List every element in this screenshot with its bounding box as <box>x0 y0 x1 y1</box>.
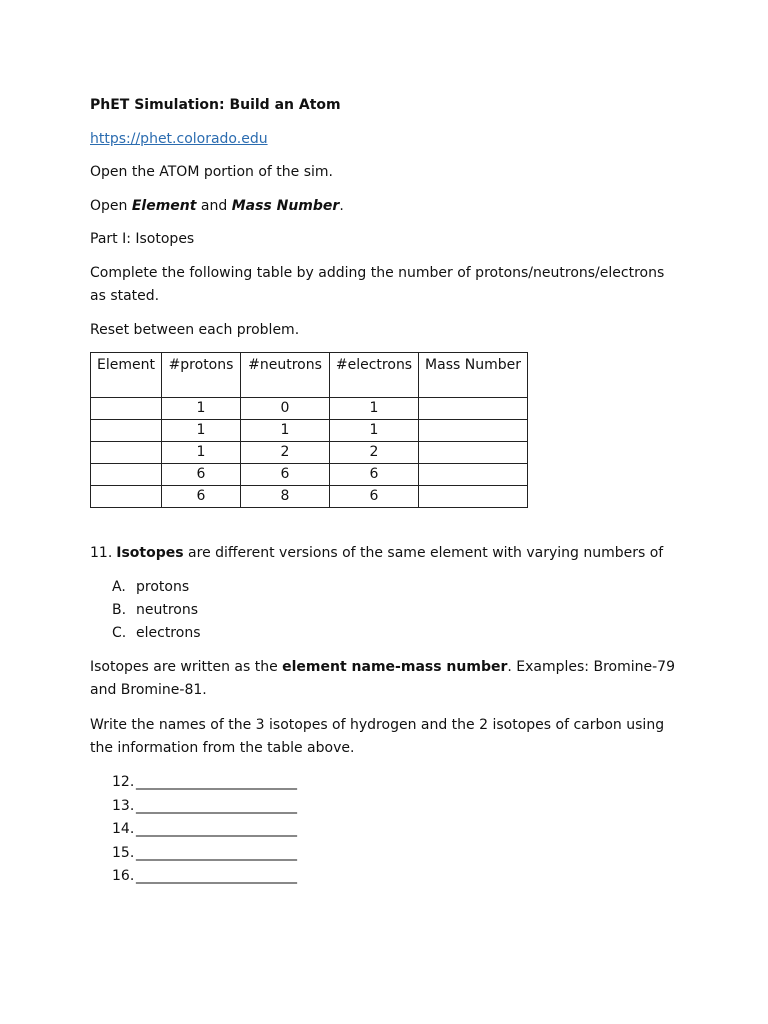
isotope-table <box>90 352 528 508</box>
answer-blank-16[interactable] <box>112 865 297 889</box>
answer-blank-15[interactable] <box>112 842 297 866</box>
instruction-open-element <box>90 195 344 218</box>
blank-line: _______________________ <box>136 774 297 790</box>
table-header-cell: #electrons <box>330 353 419 398</box>
table-cell: 1 <box>330 398 419 420</box>
table-cell: 6 <box>330 486 419 508</box>
table-header-cell: #protons <box>162 353 241 398</box>
table-header-cell: Mass Number <box>419 353 528 398</box>
table-cell-input[interactable] <box>419 398 528 420</box>
option-letter: C. <box>112 625 127 641</box>
table-cell: 1 <box>162 420 241 442</box>
option-c[interactable] <box>112 622 200 645</box>
element-term: Element <box>131 198 197 214</box>
blank-number: 14. <box>112 821 135 837</box>
table-row <box>91 464 528 486</box>
section-heading: Part I: Isotopes <box>90 231 195 247</box>
table-cell-input[interactable] <box>419 464 528 486</box>
table-header-cell: #neutrons <box>241 353 330 398</box>
isotope-notation-text <box>90 656 690 702</box>
option-b[interactable] <box>112 599 200 622</box>
instruction-reset: Reset between each problem. <box>90 322 300 338</box>
table-row <box>91 486 528 508</box>
answer-blanks <box>112 771 297 889</box>
table-cell: 1 <box>241 420 330 442</box>
table-cell: 2 <box>241 442 330 464</box>
table-cell-input[interactable] <box>91 420 162 442</box>
blank-number: 13. <box>112 797 135 814</box>
blank-number: 12. <box>112 774 135 790</box>
option-text: protons <box>136 579 190 595</box>
instruction-open-atom: Open the ATOM portion of the sim. <box>90 164 333 180</box>
table-cell-input[interactable] <box>91 398 162 420</box>
option-letter: B. <box>112 602 127 618</box>
table-cell-input[interactable] <box>91 442 162 464</box>
open-suffix: . <box>339 198 344 214</box>
table-row <box>91 442 528 464</box>
isotopes-term: Isotopes <box>116 545 184 561</box>
phet-link[interactable]: https://phet.colorado.edu <box>90 131 268 147</box>
table-cell: 0 <box>241 398 330 420</box>
page-title: PhET Simulation: Build an Atom <box>90 97 341 113</box>
table-cell: 1 <box>162 398 241 420</box>
question-text: are different versions of the same element with varying numbers of <box>183 545 664 561</box>
table-cell: 6 <box>162 464 241 486</box>
notation-suffix: . Examples: Bromine-79 and Bromine-81. <box>90 659 675 698</box>
notation-prefix: Isotopes are written as the <box>90 659 283 675</box>
table-cell-input[interactable] <box>419 442 528 464</box>
table-cell: 6 <box>162 486 241 508</box>
blank-line: _______________________ <box>136 868 297 884</box>
instruction-write-names: Write the names of the 3 isotopes of hydrogen and the 2 isotopes of carbon using the information from the table above. <box>90 717 665 756</box>
option-text: electrons <box>136 625 201 641</box>
blank-number: 16. <box>112 868 135 884</box>
question-11 <box>90 542 663 565</box>
blank-line: _______________________ <box>136 797 297 814</box>
table-cell: 8 <box>241 486 330 508</box>
table-cell-input[interactable] <box>91 464 162 486</box>
option-text: neutrons <box>136 602 199 618</box>
answer-options <box>112 576 200 645</box>
answer-blank-12[interactable] <box>112 771 297 795</box>
option-a[interactable] <box>112 576 200 599</box>
table-cell: 6 <box>241 464 330 486</box>
table-cell: 1 <box>162 442 241 464</box>
option-letter: A. <box>112 579 126 595</box>
blank-line: _______________________ <box>136 844 297 861</box>
instruction-complete-table: Complete the following table by adding the number of protons/neutrons/electrons as stated. <box>90 265 665 304</box>
mass-number-term: Mass Number <box>231 198 340 214</box>
table-cell-input[interactable] <box>91 486 162 508</box>
table-cell-input[interactable] <box>419 420 528 442</box>
notation-format: element name-mass number <box>282 659 508 675</box>
open-prefix: Open <box>90 198 132 214</box>
table-row <box>91 398 528 420</box>
table-cell: 1 <box>330 420 419 442</box>
question-number: 11. <box>90 545 113 561</box>
open-and: and <box>196 198 232 214</box>
blank-line: _______________________ <box>136 821 297 837</box>
answer-blank-14[interactable] <box>112 818 297 842</box>
answer-blank-13[interactable] <box>112 795 297 819</box>
table-header-cell: Element <box>91 353 162 398</box>
blank-number: 15. <box>112 844 135 861</box>
table-cell: 2 <box>330 442 419 464</box>
table-cell-input[interactable] <box>419 486 528 508</box>
table-cell: 6 <box>330 464 419 486</box>
table-header-row <box>91 353 528 398</box>
table-row <box>91 420 528 442</box>
